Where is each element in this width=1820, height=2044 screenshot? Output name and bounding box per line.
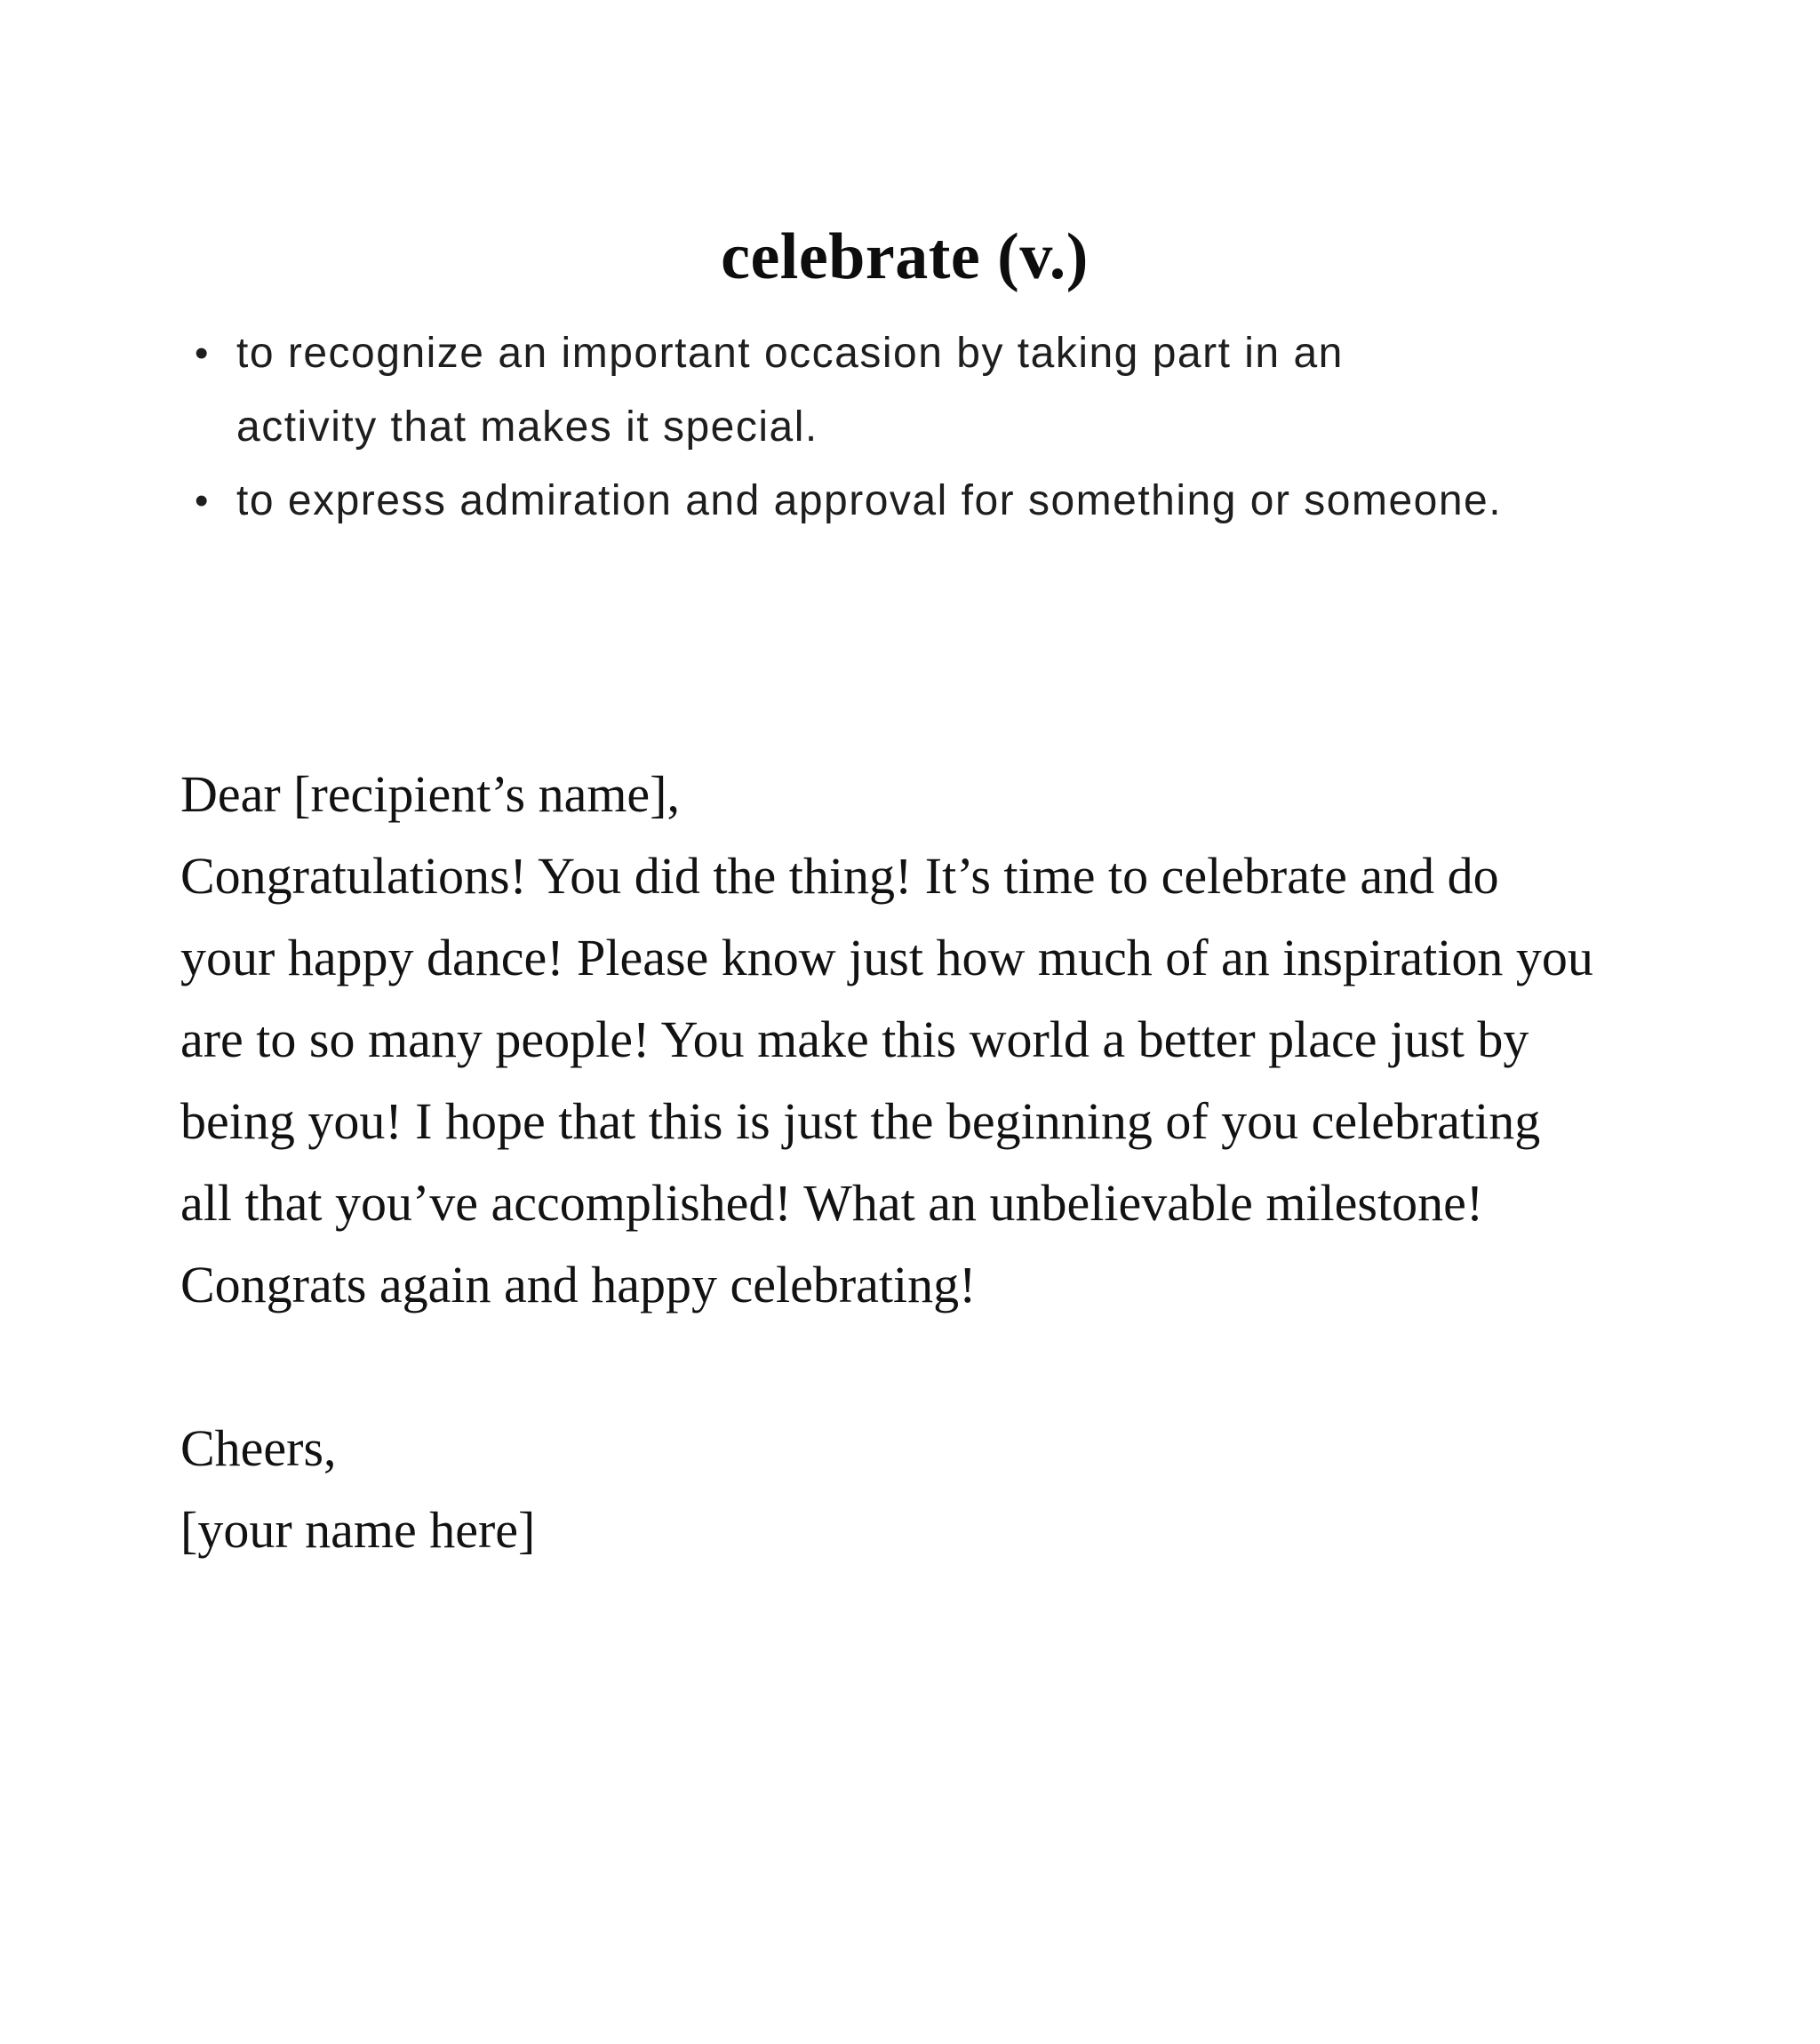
letter-salutation: Dear [recipient’s name], <box>180 765 680 823</box>
bullet-icon: • <box>195 479 210 523</box>
definition-line: to recognize an important occasion by taking part in an <box>236 330 1344 377</box>
letter-line: Congratulations! You did the thing! It’s time to celebrate and do <box>180 847 1499 905</box>
definition-line: activity that makes it special. <box>236 403 818 451</box>
letter-closing: Cheers, <box>180 1419 337 1477</box>
letter-signature: [your name here] <box>180 1501 536 1559</box>
definition-title: celebrate (v.) <box>721 220 1089 293</box>
definition-item <box>180 316 1820 464</box>
card-page <box>0 220 1820 2044</box>
definition-list <box>180 316 1820 538</box>
letter-line: your happy dance! Please know just how much of an inspiration you <box>180 929 1593 986</box>
definition-text <box>236 464 1502 538</box>
letter-line: are to so many people! You make this world a better place just by <box>180 1010 1529 1068</box>
definition-text <box>236 316 1344 464</box>
letter-line: being you! I hope that this is just the beginning of you celebrating <box>180 1092 1541 1150</box>
letter-line: Congrats again and happy celebrating! <box>180 1256 977 1313</box>
bullet-icon: • <box>195 331 210 375</box>
letter-line: all that you’ve accomplished! What an unbelievable milestone! <box>180 1174 1484 1232</box>
definition-line: to express admiration and approval for something or someone. <box>236 477 1503 524</box>
definition-item <box>180 464 1820 538</box>
letter-template <box>180 754 1820 1571</box>
